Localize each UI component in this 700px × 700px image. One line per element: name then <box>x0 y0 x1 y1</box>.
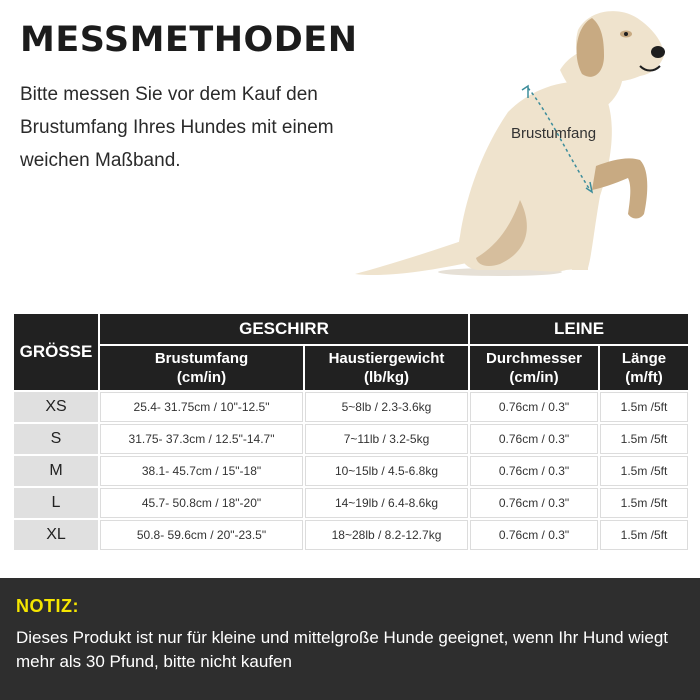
length-cell: 1.5m /5ft <box>600 424 688 454</box>
note-panel <box>0 578 700 700</box>
note-text: Dieses Produkt ist nur für kleine und mittelgroße Hunde geeignet, wenn Ihr Hund wiegt mehr als 30 Pfund, bitte nicht kaufen <box>16 628 669 671</box>
harness-group-header: GESCHIRR <box>100 314 468 344</box>
weight-cell: 7~11lb / 3.2-5kg <box>305 424 468 454</box>
chest-cell: 50.8- 59.6cm / 20"-23.5" <box>100 520 303 550</box>
intro-line-3: weichen Maßband. <box>20 150 181 171</box>
dog-front-leg <box>570 200 588 270</box>
size-cell: S <box>14 424 98 454</box>
size-column-header: GRÖSSE <box>14 314 98 390</box>
table-row <box>14 424 688 454</box>
weight-cell: 5~8lb / 2.3-3.6kg <box>305 392 468 422</box>
chest-label: Brustumfang <box>511 125 597 142</box>
chest-column-header: Brustumfang (cm/in) <box>100 346 303 390</box>
intro-line-1: Bitte messen Sie vor dem Kauf den <box>20 84 318 105</box>
dog-body <box>459 81 612 271</box>
weight-column-header: Haustiergewicht (lb/kg) <box>305 346 468 390</box>
size-cell: M <box>14 456 98 486</box>
size-cell: XL <box>14 520 98 550</box>
page-title: MESSMETHODEN <box>20 20 358 60</box>
intro-text <box>20 78 380 177</box>
dog-illustration <box>340 0 700 290</box>
dog-nose <box>651 46 665 58</box>
table-row <box>14 488 688 518</box>
size-cell: L <box>14 488 98 518</box>
chest-cell: 38.1- 45.7cm / 15"-18" <box>100 456 303 486</box>
weight-cell: 18~28lb / 8.2-12.7kg <box>305 520 468 550</box>
table-row <box>14 392 688 422</box>
intro-line-2: Brustumfang Ihres Hundes mit einem <box>20 117 334 138</box>
diameter-column-header: Durchmesser (cm/in) <box>470 346 598 390</box>
size-cell: XS <box>14 392 98 422</box>
table-row <box>14 520 688 550</box>
length-column-header: Länge (m/ft) <box>600 346 688 390</box>
table-row <box>14 456 688 486</box>
weight-cell: 14~19lb / 6.4-8.6kg <box>305 488 468 518</box>
length-cell: 1.5m /5ft <box>600 488 688 518</box>
length-cell: 1.5m /5ft <box>600 520 688 550</box>
chest-cell: 45.7- 50.8cm / 18"-20" <box>100 488 303 518</box>
diameter-cell: 0.76cm / 0.3" <box>470 392 598 422</box>
diameter-cell: 0.76cm / 0.3" <box>470 520 598 550</box>
length-cell: 1.5m /5ft <box>600 392 688 422</box>
diameter-cell: 0.76cm / 0.3" <box>470 424 598 454</box>
size-table <box>12 312 690 552</box>
diameter-cell: 0.76cm / 0.3" <box>470 456 598 486</box>
chest-cell: 25.4- 31.75cm / 10"-12.5" <box>100 392 303 422</box>
note-title: NOTIZ: <box>16 596 79 616</box>
leash-group-header: LEINE <box>470 314 688 344</box>
weight-cell: 10~15lb / 4.5-6.8kg <box>305 456 468 486</box>
chest-cell: 31.75- 37.3cm / 12.5"-14.7" <box>100 424 303 454</box>
length-cell: 1.5m /5ft <box>600 456 688 486</box>
diameter-cell: 0.76cm / 0.3" <box>470 488 598 518</box>
